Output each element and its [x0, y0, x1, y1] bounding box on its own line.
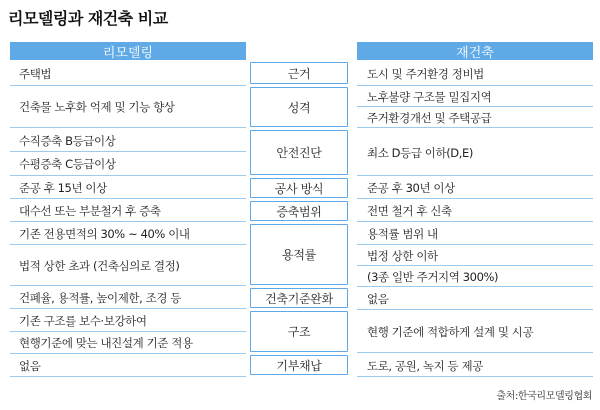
reconstruction-floor-area-ratio-line2: (3종 일반 주거지역 300%): [357, 267, 593, 287]
remodeling-building-relief: 건폐율, 용적률, 높이제한, 조경 등: [10, 287, 246, 309]
reconstruction-building-relief: 없음: [357, 288, 593, 310]
remodeling-extension-range: 기존 전용면적의 30% ~ 40% 이내: [10, 223, 246, 245]
criterion-nature: 성격: [250, 87, 348, 127]
criterion-basis: 근거: [250, 62, 348, 84]
remodeling-donation: 없음: [10, 355, 246, 377]
reconstruction-nature-line1: 노후불량 구조물 밀집지역: [357, 87, 593, 107]
reconstruction-column-header: 재건축: [357, 42, 593, 60]
criterion-safety-diagnosis: 안전진단: [250, 130, 348, 175]
remodeling-basis: 주택법: [10, 62, 246, 86]
criterion-donation: 기부채납: [250, 355, 348, 375]
remodeling-nature: 건축물 노후화 억제 및 기능 향상: [10, 87, 246, 128]
criterion-structure: 구조: [250, 311, 348, 352]
remodeling-column-header: 리모델링: [10, 42, 246, 60]
criterion-extension-range: 증축범위: [250, 201, 348, 221]
reconstruction-nature-line2: 주거환경개선 및 주택공급: [357, 108, 593, 128]
remodeling-safety-vertical: 수직증축 B등급이상: [10, 130, 246, 152]
remodeling-construction-method: 대수선 또는 부분철거 후 증축: [10, 200, 246, 222]
reconstruction-donation: 도로, 공원, 녹지 등 제공: [357, 355, 593, 377]
reconstruction-floor-area-ratio-line1: 법정 상한 이하: [357, 246, 593, 266]
remodeling-structure-line2: 현행기준에 맞는 내진설계 기준 적용: [10, 332, 246, 354]
reconstruction-structure: 현행 기준에 적합하게 설계 및 시공: [357, 311, 593, 353]
criterion-floor-area-ratio: 용적률: [250, 224, 348, 285]
remodeling-structure-line1: 기존 구조를 보수·보강하여: [10, 310, 246, 332]
reconstruction-extension-range: 용적률 범위 내: [357, 223, 593, 245]
reconstruction-safety-diagnosis: 최소 D등급 이하(D,E): [357, 130, 593, 176]
remodeling-construction-age: 준공 후 15년 이상: [10, 177, 246, 199]
reconstruction-construction-method: 전면 철거 후 신축: [357, 200, 593, 222]
page-title: 리모델링과 재건축 비교: [8, 9, 168, 28]
remodeling-safety-horizontal: 수평증축 C등급이상: [10, 152, 246, 176]
reconstruction-construction-age: 준공 후 30년 이상: [357, 177, 593, 199]
source-credit: 출처:한국리모델링협회: [496, 391, 592, 402]
criterion-construction-method: 공사 방식: [250, 178, 348, 198]
reconstruction-basis: 도시 및 주거환경 정비법: [357, 62, 593, 86]
remodeling-floor-area-ratio: 법적 상한 초과 (건축심의로 결정): [10, 246, 246, 286]
criterion-building-relief: 건축기준완화: [250, 288, 348, 308]
